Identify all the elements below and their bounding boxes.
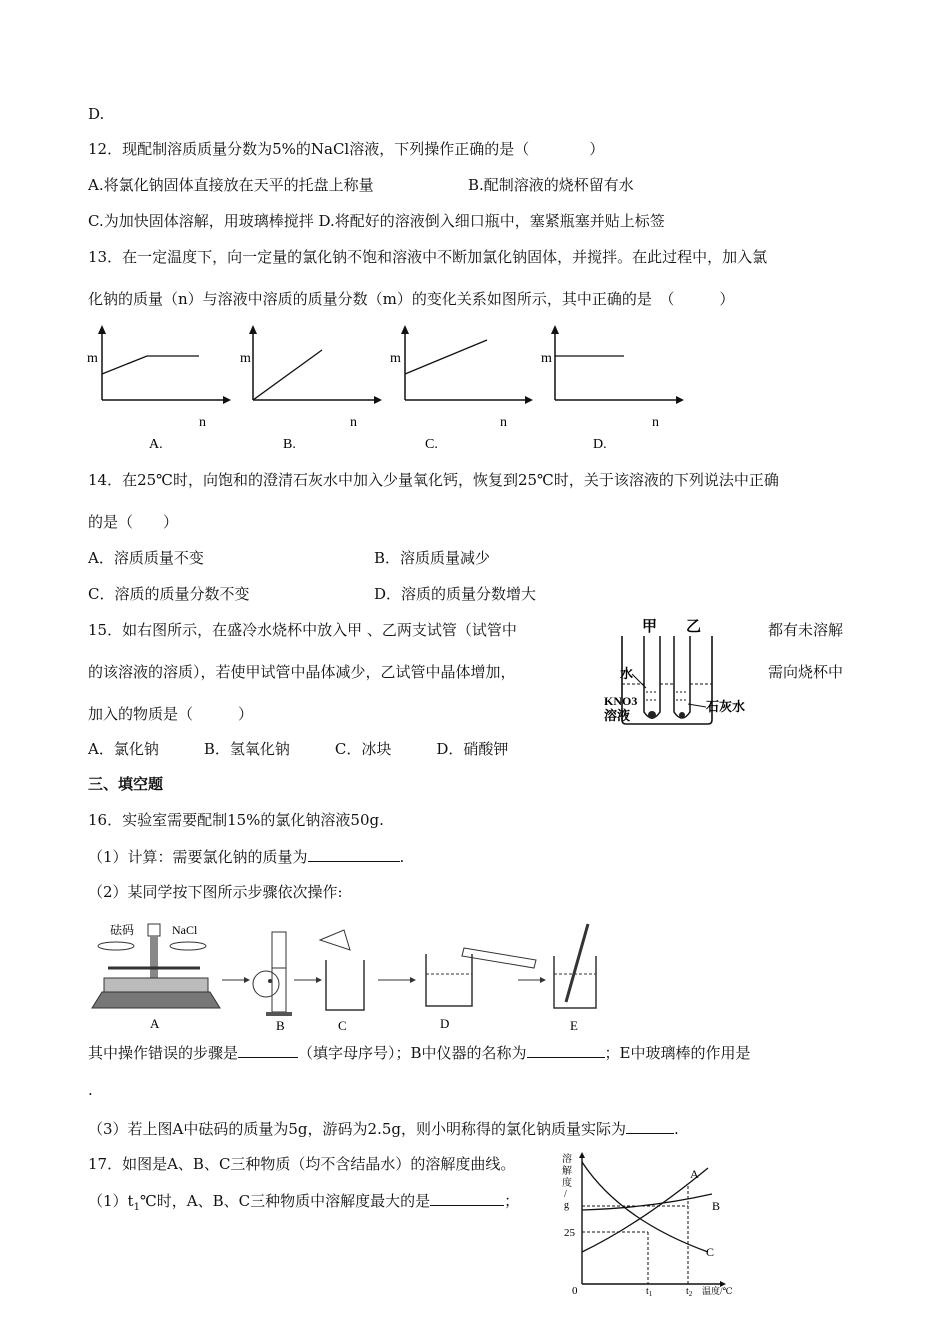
q12-option-c [88, 211, 665, 231]
y-title-char-4: / [564, 1189, 567, 1200]
t1-label [646, 1286, 653, 1298]
question-15-line2: 的该溶液的溶质），若使甲试管中晶体减少，乙试管中晶体增加， [88, 663, 516, 681]
q16-part2: （2）某同学按下图所示步骤依次操作: [88, 883, 343, 901]
q17-part1-end: ； [504, 1192, 520, 1210]
nacl-label: NaCl [172, 923, 198, 937]
q16-part3-text: （3）若上图A中砝码的质量为5g，游码为2.5g，则小明称得的氯化钠质量实际为 [88, 1120, 626, 1138]
q14-option-b: B．溶质质量减少 [374, 549, 491, 567]
q16-error-text-c: ；E中玻璃棒的作用是 [604, 1044, 751, 1062]
q16-answer-dot: . [88, 1081, 93, 1099]
origin-label: 0 [572, 1285, 578, 1297]
beaker-outline [622, 636, 712, 724]
step-b-label: B [276, 1018, 285, 1033]
q13-option-b: B. [283, 437, 296, 452]
t1-sub: 1 [648, 1290, 653, 1298]
curve-a-label: A [690, 1167, 699, 1181]
q15-beaker-figure [600, 612, 760, 732]
q13a-y-label: m [87, 351, 98, 366]
step-a-label: A [150, 1016, 160, 1031]
q13c-x-label: n [500, 415, 507, 430]
step-e-label: E [570, 1018, 578, 1033]
q13-graph-d [541, 325, 684, 452]
q16-part1-blank[interactable] [308, 846, 400, 862]
question-14-line2: 的是（ ） [88, 513, 179, 531]
kno3-solution-label: 溶液 [604, 708, 631, 723]
q14-option-d: D．溶质的质量分数增大 [374, 585, 537, 603]
q12-option-d: D.将配好的溶液倒入细口瓶中，塞紧瓶塞并贴上标签 [318, 212, 665, 230]
test-tube-jia [644, 636, 660, 718]
q13d-x-label: n [652, 415, 659, 430]
step-c-beaker [320, 930, 364, 1033]
limewater-label: 石灰水 [706, 699, 746, 714]
q17-part1-sub: 1 [133, 1202, 140, 1213]
q16-error-text-a: 其中操作错误的步骤是 [88, 1044, 239, 1062]
q14-option-a: A．溶质质量不变 [88, 549, 204, 567]
question-16: 16．实验室需要配制15%的氯化钠溶液50g. [88, 811, 384, 829]
test-tube-yi [674, 636, 690, 718]
step-e-stirring [554, 924, 596, 1033]
step-a-balance [92, 922, 220, 1031]
q17-part1-text-a: （1）t [88, 1192, 134, 1210]
step-d-pouring [426, 948, 536, 1031]
q13-option-d: D. [593, 437, 607, 452]
q13d-y-label: m [541, 351, 552, 366]
t1-text: t [646, 1286, 649, 1297]
curve-b-label: B [712, 1199, 721, 1213]
q13-option-a: A. [149, 437, 163, 452]
q13-graph-a [87, 325, 231, 452]
section-3-heading: 三、填空题 [88, 775, 164, 793]
question-13-line1: 13．在一定温度下，向一定量的氯化钠不饱和溶液中不断加氯化钠固体，并搅拌。在此过程中，加入氯 [88, 248, 768, 266]
q16-error-text-b: （填字母序号）；B中仪器的名称为 [298, 1044, 527, 1062]
q16-error-line [88, 1042, 751, 1063]
y-title-char-2: 解 [562, 1166, 572, 1177]
q13a-x-label: n [199, 415, 206, 430]
t2-text: t [686, 1286, 689, 1297]
q16-part3-end: . [673, 1120, 679, 1138]
question-15-line2-end: 需向烧杯中 [768, 663, 844, 681]
tube-jia-label: 甲 [642, 619, 658, 635]
option-d-prev: D. [88, 105, 105, 123]
q13-option-c: C. [425, 437, 438, 452]
question-15-line3: 加入的物质是（ ） [88, 705, 254, 723]
curve-c-label: C [706, 1245, 715, 1259]
q17-part1-text-b: ℃时，A、B、C三种物质中溶解度最大的是 [139, 1192, 431, 1210]
q13-graphs [85, 318, 685, 458]
q12-option-b: B.配制溶液的烧杯留有水 [468, 176, 634, 194]
question-15-line1: 15．如右图所示，在盛冷水烧杯中放入甲 、乙两支试管（试管中 [88, 621, 517, 639]
step-d-label: D [440, 1016, 450, 1031]
step-b-cylinder [253, 932, 292, 1033]
y-title-char-3: 度 [562, 1178, 572, 1189]
water-label: 水 [620, 666, 634, 681]
t2-sub: 2 [688, 1290, 693, 1298]
q16-instrument-blank[interactable] [527, 1042, 605, 1058]
q17-solubility-chart [560, 1148, 760, 1298]
q16-part3-blank[interactable] [626, 1118, 674, 1134]
q16-part1-end: . [399, 848, 405, 866]
curve-b [582, 1194, 712, 1210]
step-c-label: C [338, 1018, 347, 1033]
tick-25: 25 [564, 1227, 575, 1239]
question-14-line1: 14．在25℃时，向饱和的澄清石灰水中加入少量氧化钙，恢复到25℃时，关于该溶液的下列说法中正确 [88, 471, 779, 489]
q12-option-c-text: C.为加快固体溶解，用玻璃棒搅拌 [88, 212, 314, 230]
limewater-crystals [679, 712, 685, 718]
q16-wrong-step-blank[interactable] [238, 1042, 298, 1058]
kno3-crystals [648, 711, 656, 719]
x-axis-title: 温度/℃ [702, 1286, 733, 1296]
q17-part1 [88, 1190, 519, 1218]
q13b-x-label: n [350, 415, 357, 430]
q13c-y-label: m [390, 351, 401, 366]
y-title-char-5: g [564, 1200, 569, 1211]
q16-part1 [88, 846, 404, 867]
weights-label: 砝码 [110, 923, 135, 937]
q15-options: A．氯化钠 B．氢氧化钠 C．冰块 D．硝酸钾 [88, 740, 509, 758]
question-15-line1-end: 都有未溶解 [768, 621, 844, 639]
q14-option-c: C．溶质的质量分数不变 [88, 585, 250, 603]
q13-graph-c [390, 325, 533, 452]
q16-part1-text: （1）计算：需要氯化钠的质量为 [88, 848, 308, 866]
t2-label [686, 1286, 693, 1298]
question-12: 12．现配制溶质质量分数为5%的NaCl溶液，下列操作正确的是（ ） [88, 140, 605, 158]
tube-yi-label: 乙 [686, 619, 702, 635]
y-title-char-1: 溶 [562, 1154, 572, 1165]
question-17: 17．如图是A、B、C三种物质（均不含结晶水）的溶解度曲线。 [88, 1155, 516, 1173]
kno3-label: KNO3 [604, 694, 638, 708]
question-13-line2: 化钠的质量（n）与溶液中溶质的质量分数（m）的变化关系如图所示，其中正确的是 （ ） [88, 290, 735, 308]
q16-steps-figure [88, 918, 608, 1036]
q13b-y-label: m [240, 351, 251, 366]
q12-option-a: A.将氯化钠固体直接放在天平的托盘上称量 [88, 176, 374, 194]
q16-part3 [88, 1118, 679, 1139]
q17-part1-blank[interactable] [430, 1190, 504, 1206]
q13-graph-b [240, 325, 382, 452]
